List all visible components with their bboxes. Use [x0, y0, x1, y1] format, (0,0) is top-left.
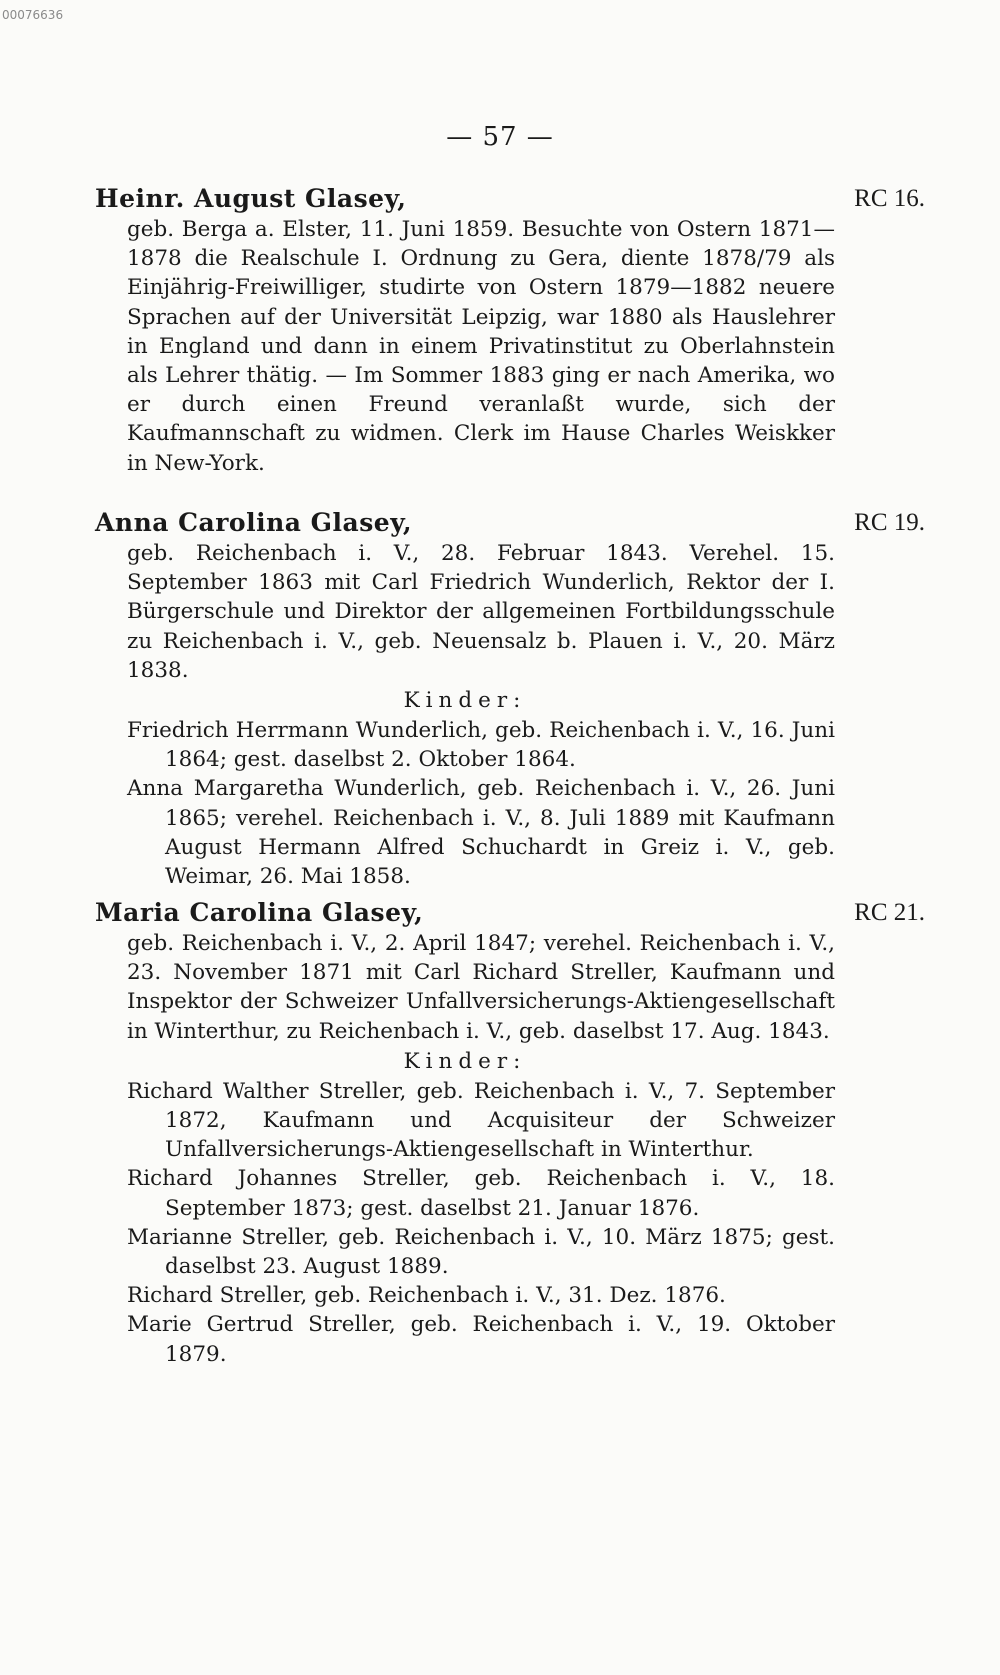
entry-code: RC 21.	[854, 899, 925, 926]
entry-name: Heinr. August Glasey,	[95, 184, 407, 213]
child-item: Friedrich Herrmann Wunderlich, geb. Reichenbach i. V., 16. Juni 1864; gest. daselbst 2. Oktober 1864.	[127, 718, 835, 773]
entry-text: geb. Reichenbach i. V., 2. April 1847; verehel. Reichenbach i. V., 23. November 1871 mit Carl Richard Streller, Kaufmann und Inspektor der Schweizer Unfallversicherungs-Aktiengesellschaft in Winterthur, zu Reichenbach i. V., geb. daselbst 17. Aug. 1843.	[127, 931, 835, 1044]
child-item: Anna Margaretha Wunderlich, geb. Reichenbach i. V., 26. Juni 1865; verehel. Reichenbach i. V., 8. Juli 1889 mit Kaufmann August Hermann Alfred Schuchardt in Greiz i. V., geb. Weimar, 26. Mai 1858.	[127, 776, 835, 890]
entry-text: geb. Reichenbach i. V., 28. Februar 1843. Verehel. 15. September 1863 mit Carl Friedrich Wunderlich, Rektor der I. Bürgerschule und Direktor der allgemeinen Fortbildungsschule zu Reichenbach i. V., geb. Neuensalz b. Plauen i. V., 20. März 1838.	[127, 541, 835, 683]
entry-name: Maria Carolina Glasey,	[95, 898, 424, 927]
child-item: Marianne Streller, geb. Reichenbach i. V., 10. März 1875; gest. daselbst 23. August 1889.	[127, 1224, 835, 1280]
child-item: Richard Johannes Streller, geb. Reichenbach i. V., 18. September 1873; gest. daselbst 21. Januar 1876.	[127, 1166, 835, 1221]
child-item: Richard Walther Streller, geb. Reichenbach i. V., 7. September 1872, Kaufmann und Acquisiteur der Schweizer Unfallversicherungs-Aktiengesellschaft in Winterthur.	[127, 1078, 835, 1163]
child-item: Richard Streller, geb. Reichenbach i. V., 31. Dez. 1876.	[127, 1283, 726, 1309]
child-item: Marie Gertrud Streller, geb. Reichenbach i. V., 19. Oktober 1879.	[127, 1312, 835, 1367]
scan-id: 00076636	[2, 8, 64, 22]
page-number: — 57 —	[446, 122, 554, 152]
entry-maria-carolina-glasey	[95, 896, 925, 1369]
entry-heinr-august-glasey	[95, 182, 925, 478]
entry-name: Anna Carolina Glasey,	[95, 508, 413, 537]
entry-code: RC 19.	[854, 509, 925, 536]
entry-text: geb. Berga a. Elster, 11. Juni 1859. Besuchte von Ostern 1871—1878 die Realschule I. Ordnung zu Gera, diente 1878/79 als Einjährig-Freiwilliger, studirte von Ostern 1879—1882 neuere Sprachen auf der Universität Leipzig, war 1880 als Hauslehrer in England und dann in einem Privatinstitut zu Oberlahnstein als Lehrer thätig. — Im Sommer 1883 ging er nach Amerika, wo er durch einen Freund veranlaßt wurde, sich der Kaufmannschaft zu widmen. Clerk im Hause Charles Weiskker in New-York.	[127, 217, 835, 476]
children-heading: Kinder:	[403, 1048, 527, 1074]
entry-code: RC 16.	[854, 185, 925, 212]
children-heading: Kinder:	[403, 688, 527, 714]
entry-anna-carolina-glasey	[95, 506, 925, 891]
